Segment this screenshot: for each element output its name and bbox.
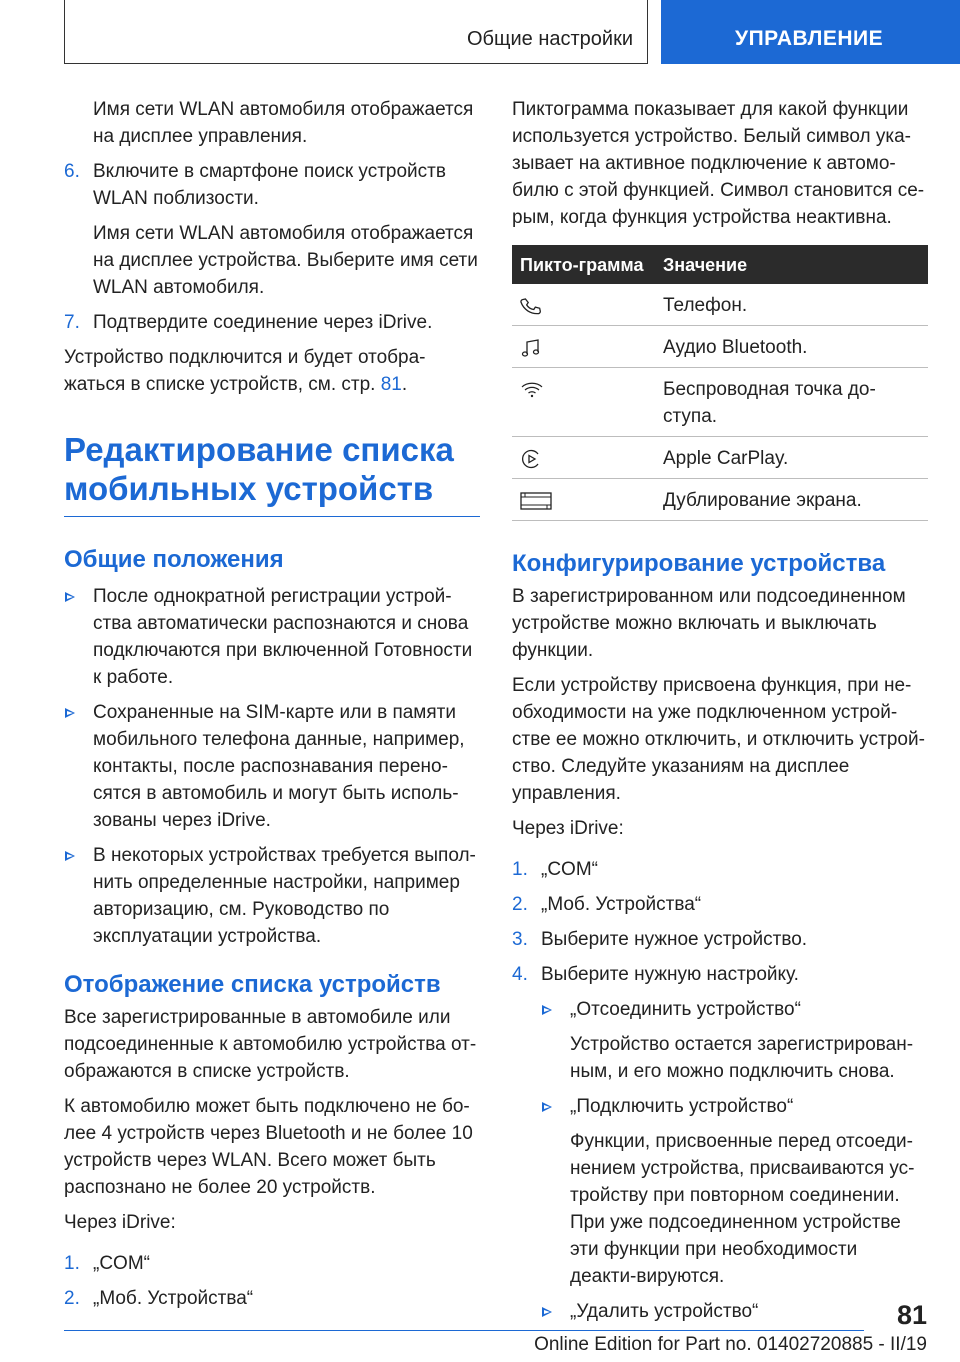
step-number: 1.	[512, 859, 528, 880]
option-description: Функции, присвоенные перед отсоеди-нением устройства, присваиваются ус-тройству при повторном соединении. При уже подсоединенном устройстве эти функции при необходимости деакти-вируются.	[570, 1131, 915, 1287]
connect-text: Устройство подключится и будет отобра-жаться в списке устройств, см. стр.	[64, 347, 426, 395]
step-number: 7.	[64, 312, 80, 333]
page-header	[0, 0, 960, 66]
icon-cell	[512, 437, 655, 479]
list-paragraph-2: К автомобилю может быть подключено не бо-лее 4 устройств через Bluetooth и не более 10 устройств через WLAN. Всего может быть распознано не более 20 устройств.	[64, 1096, 473, 1198]
list-item	[64, 1250, 480, 1277]
meaning-cell: Беспроводная точка до-ступа.	[655, 368, 928, 437]
table-row	[512, 437, 928, 479]
chapter-tab	[661, 0, 960, 64]
config-paragraph-2: Если устройству присвоена функция, при не-обходимости на уже подключенном устрой-стве ее можно отключить, и отключить устрой-ство. Следуйте указаниям на дисплее управления.	[512, 675, 925, 804]
meaning-cell: Аудио Bluetooth.	[655, 326, 928, 368]
option-description: Устройство остается зарегистрирован-ным, и его можно подключить снова.	[570, 1034, 914, 1082]
option-label: „Удалить устройство“	[570, 1301, 759, 1322]
list-item	[64, 158, 480, 212]
wifi-icon	[520, 379, 544, 401]
phone-icon	[520, 295, 542, 317]
icon-cell	[512, 284, 655, 326]
section-tab	[64, 0, 648, 64]
list-paragraph-1: Все зарегистрированные в автомобиле или подсоединенные к автомобилю устройства от-ображаются в списке устройств.	[64, 1007, 477, 1082]
pictogram-table	[512, 245, 928, 521]
list-item	[541, 1093, 928, 1120]
icon-cell	[512, 368, 655, 437]
page-number: 81	[896, 1300, 927, 1330]
step-number: 2.	[64, 1288, 80, 1309]
icon-cell	[512, 479, 655, 521]
list-item	[541, 1298, 928, 1325]
bullet-text: Сохраненные на SIM-карте или в памяти мобильного телефона данные, например, контакты, после распознавания перено-сятся в автомобиль и могут быть исполь-зованы через iDrive.	[93, 702, 465, 831]
icon-cell	[512, 326, 655, 368]
step-number: 4.	[512, 964, 528, 985]
step-text: Включите в смартфоне поиск устройств WLAN поблизости.	[93, 161, 446, 209]
list-item	[512, 926, 928, 953]
col-header-meaning: Значение	[655, 245, 928, 284]
left-column	[64, 96, 480, 1320]
triangle-bullet-icon	[65, 708, 75, 718]
section-heading-general: Общие положения	[64, 546, 284, 573]
list-item	[512, 961, 928, 988]
list-item	[64, 1285, 480, 1312]
option-label: „Подключить устройство“	[570, 1096, 794, 1117]
table-row	[512, 326, 928, 368]
section-title: Общие настройки	[467, 28, 633, 50]
triangle-bullet-icon	[542, 1307, 552, 1317]
list-item	[512, 856, 928, 883]
list-item	[541, 996, 928, 1023]
step-text: Подтвердите соединение через iDrive.	[93, 312, 433, 333]
right-column	[512, 96, 928, 1333]
meaning-cell: Телефон.	[655, 284, 928, 326]
via-idrive-label: Через iDrive:	[512, 818, 624, 839]
pictogram-paragraph: Пиктограмма показывает для какой функции используется устройство. Белый символ ука-зывает на активное подключение к автомо-билю с этой функцией. Символ становится се-рым, когда функция устройства неактивна.	[512, 99, 925, 228]
step-text: Выберите нужную настройку.	[541, 964, 799, 985]
step-number: 2.	[512, 894, 528, 915]
step-text: „Моб. Устройства“	[93, 1288, 254, 1309]
step-text: „COM“	[541, 859, 598, 880]
step-text: „COM“	[93, 1253, 150, 1274]
carplay-icon	[520, 448, 542, 470]
meaning-cell: Apple CarPlay.	[655, 437, 928, 479]
screen-mirroring-icon	[520, 490, 552, 512]
triangle-bullet-icon	[542, 1005, 552, 1015]
table-header-row	[512, 245, 928, 284]
triangle-bullet-icon	[542, 1102, 552, 1112]
step-text: „Моб. Устройства“	[541, 894, 702, 915]
triangle-bullet-icon	[65, 851, 75, 861]
list-item	[64, 583, 480, 691]
step-number: 3.	[512, 929, 528, 950]
table-row	[512, 368, 928, 437]
col-header-icon: Пикто-грамма	[512, 245, 655, 284]
step-text: Выберите нужное устройство.	[541, 929, 808, 950]
section-heading-config: Конфигурирование устройства	[512, 550, 886, 577]
chapter-heading: Редактирование списка мобильных устройств	[64, 431, 454, 507]
list-item	[64, 842, 480, 950]
config-paragraph-1: В зарегистрированном или подсоединенном устройстве можно включать и выключать функции.	[512, 586, 906, 661]
table-row	[512, 479, 928, 521]
meaning-cell: Дублирование экрана.	[655, 479, 928, 521]
option-label: „Отсоединить устройство“	[570, 999, 801, 1020]
wlan-device-note: Имя сети WLAN автомобиля отображается на дисплее устройства. Выберите имя сети WLAN автомобиля.	[93, 223, 478, 298]
connect-end: .	[401, 374, 408, 395]
section-heading-list: Отображение списка устройств	[64, 971, 441, 998]
step-number: 6.	[64, 161, 80, 182]
edition-footer: Online Edition for Part no. 01402720885 - II/19	[534, 1334, 927, 1355]
triangle-bullet-icon	[65, 592, 75, 602]
list-item	[512, 891, 928, 918]
connect-paragraph	[64, 344, 480, 398]
step-number: 1.	[64, 1253, 80, 1274]
table-row	[512, 284, 928, 326]
list-item	[64, 309, 480, 336]
bullet-text: В некоторых устройствах требуется выпол-нить определенные настройки, например авторизацию, см. Руководство по эксплуатации устройства.	[93, 845, 476, 947]
chapter-title: УПРАВЛЕНИЕ	[735, 27, 884, 50]
footer-rule	[64, 1330, 864, 1331]
music-note-icon	[520, 337, 542, 359]
bullet-text: После однократной регистрации устрой-ства автоматически распознаются и снова подключаются при включенной Готовности к работе.	[93, 586, 473, 688]
wlan-name-note: Имя сети WLAN автомобиля отображается на дисплее управления.	[93, 99, 474, 147]
page-link[interactable]: 81	[380, 374, 402, 395]
via-idrive-label: Через iDrive:	[64, 1212, 176, 1233]
list-item	[64, 699, 480, 834]
